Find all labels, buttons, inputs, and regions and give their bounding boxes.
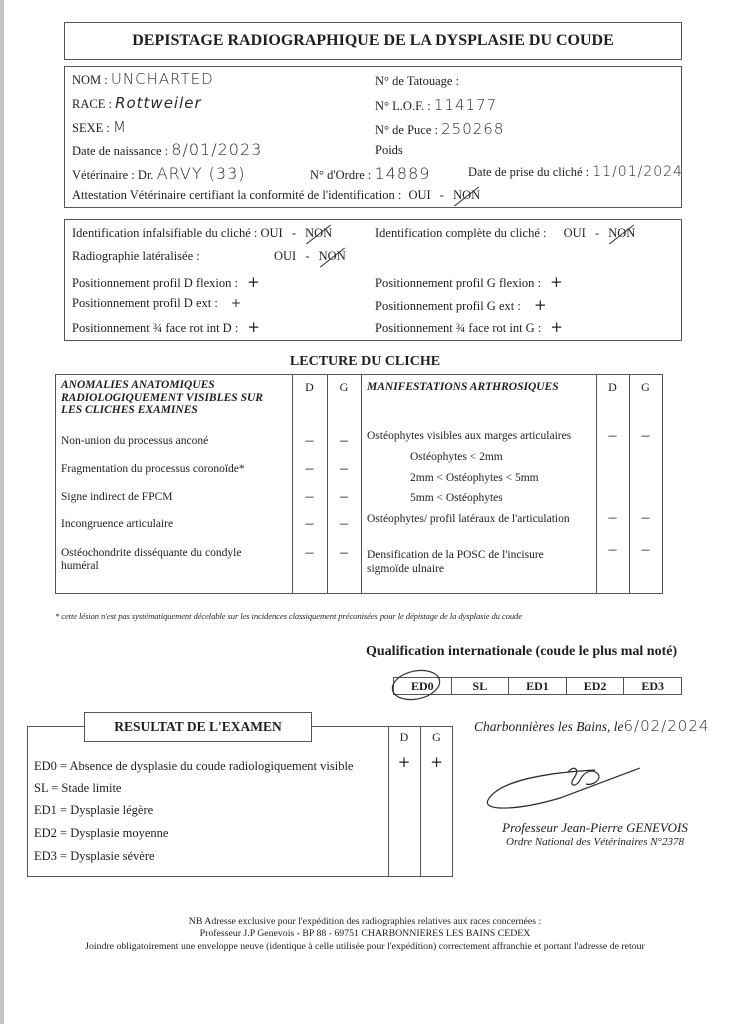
complete-non-struck[interactable]: NON — [608, 226, 636, 240]
plus-mark-icon[interactable]: + — [550, 273, 563, 291]
separator: - — [594, 226, 600, 240]
position-d-ext — [72, 296, 241, 311]
ordre-value[interactable]: 14889 — [374, 164, 431, 183]
signatory-name: Professeur Jean-Pierre GENEVOIS — [502, 820, 688, 835]
grade-ed0[interactable]: ED0 — [394, 678, 452, 694]
position-g-34 — [375, 318, 563, 336]
grade-sl[interactable]: SL — [452, 678, 510, 694]
anomalie-row: Ostéochondrite disséquante du condyle huméral — [61, 547, 242, 572]
col-g-header-right: G — [641, 380, 650, 394]
page-title: DEPISTAGE RADIOGRAPHIQUE DE LA DYSPLASIE DU COUDE — [132, 32, 614, 49]
ordre-field — [310, 164, 430, 183]
arthrose-row: Densification de la POSC de l'incisure sigmoïde ulnaire — [367, 549, 544, 575]
tatouage-label: N° de Tatouage : — [375, 74, 460, 88]
divider — [629, 374, 630, 594]
divider — [388, 726, 389, 877]
row-g-value[interactable]: – — [340, 515, 348, 532]
anomalie-row: Fragmentation du processus coronoïde* — [61, 463, 245, 475]
veterinaire-value[interactable]: ARVY (33) — [156, 164, 246, 183]
date-cliche-field — [468, 164, 683, 180]
position-label: Positionnement ¾ face rot int D : — [72, 321, 239, 335]
row-d-value[interactable]: – — [608, 541, 617, 558]
row-g-value[interactable]: – — [641, 509, 650, 526]
row-d-value[interactable]: – — [305, 432, 314, 449]
arthrose-subrow: Ostéophytes < 2mm — [410, 451, 503, 463]
arthrose-row: Ostéophytes visibles aux marges articulaires — [367, 430, 572, 442]
lateralisee-oui[interactable]: OUI — [274, 249, 297, 263]
row-g-value[interactable]: – — [641, 541, 650, 558]
nom-value[interactable]: UNCHARTED — [110, 70, 214, 88]
position-d-34 — [72, 318, 260, 336]
lof-field — [375, 96, 497, 114]
row-g-value[interactable]: – — [340, 432, 348, 449]
sexe-value[interactable]: M — [112, 118, 127, 136]
scan-edge — [0, 0, 4, 1024]
col-g-header: G — [339, 380, 349, 394]
race-value[interactable]: Rottweiler — [115, 94, 202, 112]
selected-circle-icon — [388, 666, 448, 702]
infalsifiable-field — [72, 226, 332, 241]
anomalies-header: ANOMALIES ANATOMIQUES RADIOLOGIQUEMENT VISIBLES SUR LES CLICHES EXAMINES — [61, 379, 263, 416]
footer-line-2: Professeur J.P Genevois - BP 88 - 69751 CHARBONNIERES LES BAINS CEDEX — [199, 928, 531, 939]
attestation-label: Attestation Vétérinaire certifiant la conformité de l'identification : — [72, 188, 402, 202]
result-row-ed0: ED0 = Absence de dysplasie du coude radiologiquement visible — [34, 759, 354, 773]
puce-field — [375, 120, 504, 138]
infalsifiable-oui[interactable]: OUI — [260, 226, 283, 240]
sexe-field — [72, 118, 127, 136]
complete-label: Identification complète du cliché : — [375, 226, 547, 240]
position-label: Positionnement profil D flexion : — [72, 276, 238, 290]
poids-field — [375, 143, 403, 158]
result-row-ed2: ED2 = Dysplasie moyenne — [34, 826, 169, 840]
lateralisee-non-struck[interactable]: NON — [318, 249, 346, 263]
lateralisee-label: Radiographie latéralisée : — [72, 249, 200, 263]
row-d-value[interactable]: – — [305, 460, 314, 477]
naissance-value[interactable]: 8/01/2023 — [171, 140, 263, 159]
ordre-label: N° d'Ordre : — [310, 168, 372, 182]
anomalie-row: Non-union du processus anconé — [61, 435, 209, 447]
complete-oui[interactable]: OUI — [563, 226, 586, 240]
date-cliche-value[interactable]: 11/01/2024 — [592, 164, 683, 180]
arthrose-row: Ostéophytes/ profil latéraux de l'articulation — [367, 513, 570, 525]
arthrose-subrow: 2mm < Ostéophytes < 5mm — [410, 472, 539, 484]
row-d-value[interactable]: – — [305, 488, 314, 505]
resultat-heading: RESULTAT DE L'EXAMEN — [84, 712, 312, 742]
plus-mark-icon[interactable]: + — [247, 273, 260, 291]
footnote: * cette lésion n'est pas systématiquement décelable sur les incidences classiquement préconisées pour le dépistage de la dysplasie du coude — [55, 611, 522, 621]
col-d-header: D — [305, 380, 314, 394]
lateralisee-options — [274, 249, 346, 264]
signatory-ordre: Ordre National des Vétérinaires N°2378 — [506, 836, 684, 848]
grade-ed2[interactable]: ED2 — [567, 678, 625, 694]
complete-field — [375, 226, 635, 241]
veterinaire-label: Vétérinaire : Dr. — [72, 168, 154, 182]
position-g-ext — [375, 296, 547, 314]
result-ed0-d-mark[interactable]: + — [397, 753, 411, 771]
anomalie-row: Signe indirect de FPCM — [61, 491, 173, 503]
signature-icon — [480, 760, 650, 820]
row-d-value[interactable]: – — [305, 544, 314, 561]
result-row-ed3: ED3 = Dysplasie sévère — [34, 849, 155, 863]
plus-mark-icon[interactable]: + — [230, 296, 242, 310]
result-col-d: D — [399, 730, 409, 744]
row-g-value[interactable]: – — [340, 488, 348, 505]
footer-line-3: Joindre obligatoirement une enveloppe neuve (identique à celle utilisée pour l'expédition) correctement affranchie et portant l'adresse de retour — [85, 941, 645, 952]
row-g-value[interactable]: – — [340, 460, 348, 477]
tatouage-field — [375, 74, 459, 89]
date-cliche-label: Date de prise du cliché : — [468, 165, 590, 179]
grade-ed1[interactable]: ED1 — [509, 678, 567, 694]
place-label: Charbonnières les Bains, le — [474, 719, 624, 734]
poids-label: Poids — [375, 143, 403, 157]
separator: - — [305, 249, 310, 263]
lecture-heading: LECTURE DU CLICHE — [289, 354, 441, 369]
lateralisee-field — [72, 249, 200, 264]
row-d-value[interactable]: – — [305, 515, 314, 532]
naissance-label: Date de naissance : — [72, 144, 169, 158]
result-row-ed1: ED1 = Dysplasie légère — [34, 803, 154, 817]
puce-label: N° de Puce : — [375, 123, 438, 137]
position-label: Positionnement profil G flexion : — [375, 276, 541, 290]
attestation-non-struck[interactable]: NON — [453, 188, 481, 202]
race-label: RACE : — [72, 97, 112, 111]
plus-mark-icon[interactable]: + — [550, 318, 563, 336]
arthrosiques-header: MANIFESTATIONS ARTHROSIQUES — [367, 381, 559, 393]
position-g-flexion — [375, 273, 563, 291]
sexe-label: SEXE : — [72, 121, 110, 135]
result-col-g: G — [432, 730, 441, 744]
naissance-field — [72, 140, 262, 159]
title-box — [64, 22, 682, 60]
attestation-field — [72, 188, 480, 203]
row-d-value[interactable]: – — [608, 509, 617, 526]
puce-value[interactable]: 250268 — [441, 120, 505, 138]
lof-value[interactable]: 114177 — [433, 96, 498, 114]
infalsifiable-non-struck[interactable]: NON — [305, 226, 333, 240]
anomalie-row: Incongruence articulaire — [61, 518, 174, 530]
race-field — [72, 94, 202, 112]
position-d-flexion — [72, 273, 260, 291]
result-ed0-g-mark[interactable]: + — [430, 753, 443, 771]
plus-mark-icon[interactable]: + — [533, 296, 547, 314]
lof-label: N° L.O.F. : — [375, 99, 431, 113]
row-g-value[interactable]: – — [641, 427, 650, 444]
separator: - — [291, 226, 296, 240]
signature-date[interactable]: 6/02/2024 — [623, 717, 710, 735]
separator: - — [439, 188, 444, 202]
col-d-header-right: D — [608, 380, 617, 394]
signature-place — [474, 717, 709, 735]
plus-mark-icon[interactable]: + — [247, 318, 260, 336]
divider — [361, 374, 362, 594]
nom-field — [72, 70, 214, 88]
divider — [420, 726, 421, 877]
arthrose-subrow: 5mm < Ostéophytes — [410, 492, 503, 504]
row-d-value[interactable]: – — [608, 427, 617, 444]
attestation-oui[interactable]: OUI — [408, 188, 431, 202]
position-label: Positionnement profil G ext : — [375, 299, 521, 313]
nom-label: NOM : — [72, 73, 108, 87]
veterinaire-field — [72, 164, 246, 183]
row-g-value[interactable]: – — [340, 544, 348, 561]
qualification-heading: Qualification internationale (coude le plus mal noté) — [366, 644, 678, 659]
footer-line-1: NB Adresse exclusive pour l'expédition des radiographies relatives aux races concernées : — [188, 916, 542, 927]
divider — [596, 374, 597, 594]
infalsifiable-label: Identification infalsifiable du cliché : — [72, 226, 258, 240]
position-label: Positionnement ¾ face rot int G : — [375, 321, 542, 335]
position-label: Positionnement profil D ext : — [72, 296, 218, 310]
result-row-sl: SL = Stade limite — [34, 781, 122, 795]
grade-ed3[interactable]: ED3 — [641, 679, 664, 693]
